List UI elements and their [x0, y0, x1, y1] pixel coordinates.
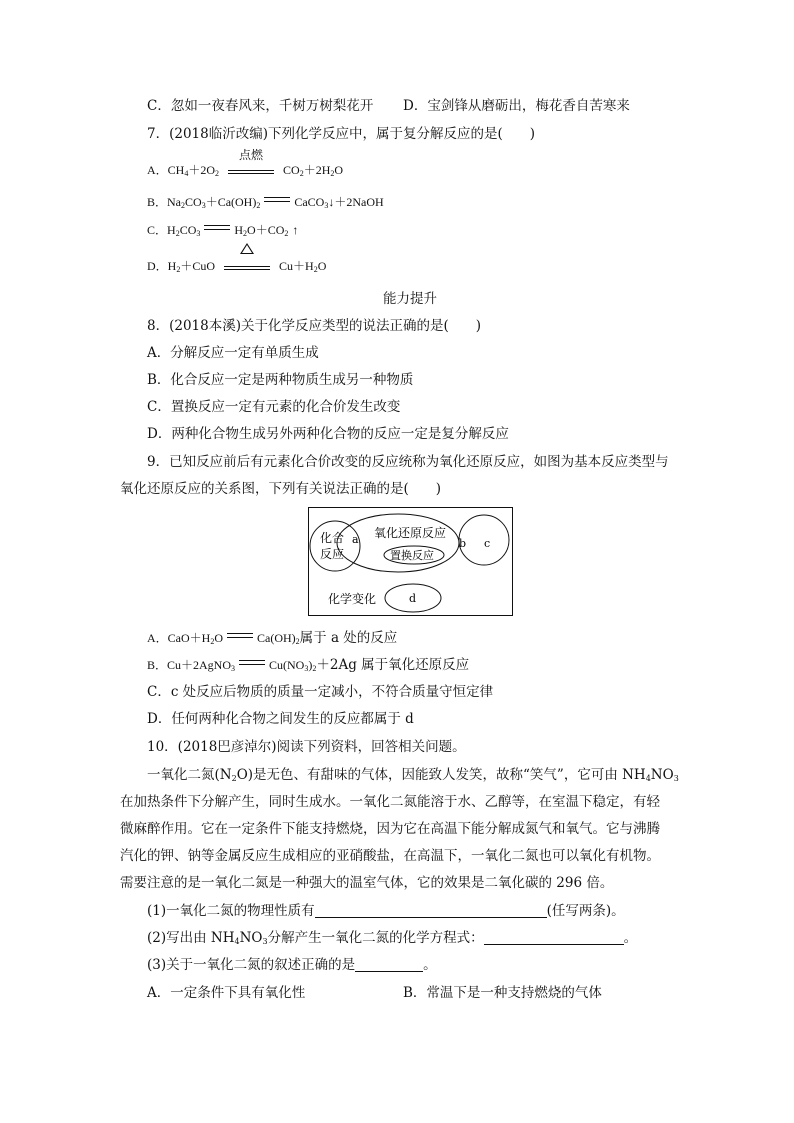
diagram-label-c: c	[484, 537, 491, 550]
q10-option-b: B．常温下是一种支持燃烧的气体	[403, 985, 602, 1001]
diagram-label-d: d	[409, 592, 417, 605]
answer-blank[interactable]	[315, 903, 547, 918]
option-label: D．	[147, 259, 168, 273]
text-part: NO	[239, 930, 263, 946]
formula-part: Cu＋H	[279, 259, 314, 273]
equals-sign	[227, 632, 253, 640]
diagram-label-redox: 氧化还原反应	[374, 526, 447, 540]
subscript: 2	[312, 664, 317, 673]
gas-arrow-icon	[292, 223, 298, 237]
answer-blank[interactable]	[484, 930, 624, 945]
q10-subquestion-3	[147, 955, 437, 975]
double-line	[228, 170, 274, 174]
q8-option-a: A．分解反应一定有单质生成	[147, 345, 319, 361]
subscript: 2	[175, 229, 180, 238]
formula-part: CO	[283, 163, 300, 177]
option-label: C．	[147, 223, 168, 237]
condition-label: 点燃	[239, 148, 264, 162]
double-line	[224, 266, 270, 270]
q10-paragraph-line1	[147, 765, 679, 789]
q9-option-c: C．c 处反应后物质的质量一定减小，不符合质量守恒定律	[147, 684, 494, 700]
q10-subquestion-1	[147, 901, 625, 921]
formula-part: CH	[167, 163, 185, 177]
diagram-label-huahe-1: 化合	[320, 531, 345, 545]
subscript: 3	[673, 774, 679, 783]
q9-stem-line1: 9．已知反应前后有元素化合价改变的反应统称为氧化还原反应，如图为基本反应类型与	[147, 454, 669, 470]
diagram-label-chemical-change: 化学变化	[328, 592, 377, 606]
subscript: 2	[231, 774, 237, 783]
q7-option-d	[147, 256, 326, 280]
reaction-condition	[224, 257, 270, 270]
text-part: NO	[650, 767, 674, 783]
subscript: 4	[645, 774, 651, 783]
formula-part: H	[234, 223, 244, 237]
q10-paragraph-line3: 微麻醉作用。它在一定条件下能支持燃烧，因为它在高温下能分解成氮气和氧气。它与沸腾	[120, 821, 660, 837]
formula-part: ＋2Ag 属于氧化还原反应	[316, 657, 470, 673]
formula-part: CO	[179, 223, 197, 237]
formula-part: )	[308, 658, 313, 672]
text-part: (3)关于一氧化二氮的叙述正确的是	[147, 957, 356, 973]
diagram-label-huahe-2: 反应	[320, 547, 345, 561]
formula-part: O	[334, 163, 344, 177]
q9-stem-line2: 氧化还原反应的关系图，下列有关说法正确的是( )	[120, 481, 442, 497]
option-label: A．	[147, 163, 168, 177]
subscript: 2	[295, 637, 300, 646]
combination-circle	[310, 521, 360, 571]
formula-part: A．CaO＋H	[147, 631, 211, 645]
text-part: 分解产生一氧化二氮的化学方程式：	[267, 930, 484, 946]
q7-option-a	[147, 148, 344, 184]
subscript: 2	[176, 265, 181, 274]
subscript: 3	[304, 664, 309, 673]
formula-part: CaCO	[294, 195, 325, 209]
formula-part: ＋CuO	[180, 259, 216, 273]
subscript: 3	[201, 201, 206, 210]
q8-option-b: B．化合反应一定是两种物质生成另一种物质	[147, 372, 414, 388]
formula-part: ＋Ca(OH)	[205, 195, 257, 209]
equals-sign	[239, 659, 265, 667]
q6-option-d: D．宝剑锋从磨砺出，梅花香自苦寒来	[403, 98, 630, 114]
subscript: 3	[324, 201, 329, 210]
formula-part: ＋2O	[188, 163, 216, 177]
reaction-condition	[228, 148, 274, 174]
subscript: 2	[313, 265, 318, 274]
subscript: 3	[262, 937, 268, 946]
q8-option-c: C．置换反应一定有元素的化合价发生改变	[147, 399, 401, 415]
formula-part: H	[167, 223, 176, 237]
formula-part: CO	[185, 195, 202, 209]
formula-part: B．Cu＋2AgNO	[147, 658, 232, 672]
subscript: 2	[243, 229, 248, 238]
formula-part: ＋2NaOH	[334, 195, 384, 209]
formula-part: Cu(NO	[269, 658, 305, 672]
diagram-label-a: a	[352, 533, 359, 546]
formula-part: O＋CO	[247, 223, 285, 237]
formula-part: ＋2H	[303, 163, 331, 177]
reaction-type-diagram	[308, 507, 514, 617]
text-part: (2)写出由 NH	[147, 930, 235, 946]
q7-stem: 7．(2018临沂改编)下列化学反应中，属于复分解反应的是( )	[147, 126, 536, 142]
q10-paragraph-line4: 汽化的钾、钠等金属反应生成相应的亚硝酸盐，在高温下，一氧化二氮也可以氧化有机物。	[120, 848, 660, 864]
text-part: (1)一氧化二氮的物理性质有	[147, 903, 315, 919]
formula-part: Ca(OH)	[257, 631, 296, 645]
formula-part: H	[167, 259, 177, 273]
diagram-label-displacement: 置换反应	[390, 549, 434, 562]
equals-sign	[204, 224, 230, 232]
q9-option-b	[147, 655, 469, 679]
equals-sign	[264, 196, 290, 204]
text-part: 。	[423, 957, 437, 973]
q10-paragraph-line2: 在加热条件下分解产生，同时生成水。一氧化二氮能溶于水、乙醇等，在室温下稳定，有轻	[120, 794, 660, 810]
formula-part: O	[214, 631, 224, 645]
subscript: 3	[196, 229, 201, 238]
heat-triangle-icon	[240, 243, 254, 254]
formula-part: Na	[167, 195, 182, 209]
subscript: 3	[231, 664, 236, 673]
q10-subquestion-2	[147, 928, 637, 952]
diagram-label-b: b	[459, 537, 467, 550]
q7-option-b	[147, 192, 384, 216]
text-part: 。	[623, 930, 638, 946]
q8-stem: 8．(2018本溪)关于化学反应类型的说法正确的是( )	[147, 318, 482, 334]
subscript: 2	[215, 169, 220, 178]
subscript: 2	[256, 201, 261, 210]
text-part: 一氧化二氮(N	[147, 767, 232, 783]
text-part: O)是无色、有甜味的气体，因能致人发笑，故称“笑气”，它可由 NH	[236, 767, 646, 783]
text-part: (任写两条)。	[546, 903, 625, 919]
subscript: 4	[184, 169, 189, 178]
subscript: 4	[234, 937, 240, 946]
subscript: 2	[181, 201, 186, 210]
subscript: 2	[299, 169, 304, 178]
formula-part: 属于 a 处的反应	[299, 630, 398, 646]
q7-option-c	[147, 220, 298, 244]
q6-option-c: C．忽如一夜春风来，千树万树梨花开	[147, 98, 374, 114]
q10-paragraph-line5: 需要注意的是一氧化二氮是一种强大的温室气体，它的效果是二氧化碳的 296 倍。	[120, 875, 614, 891]
formula-part: O	[317, 259, 327, 273]
option-label: B．	[147, 195, 168, 209]
q9-option-a	[147, 628, 397, 652]
q9-option-d: D．任何两种化合物之间发生的反应都属于 d	[147, 711, 414, 727]
subscript: 2	[210, 637, 215, 646]
q10-stem: 10．(2018巴彦淖尔)阅读下列资料，回答相关问题。	[147, 739, 466, 755]
q10-option-a: A．一定条件下具有氧化性	[147, 985, 306, 1001]
section-title: 能力提升	[383, 291, 437, 307]
q8-option-d: D．两种化合物生成另外两种化合物的反应一定是复分解反应	[147, 426, 509, 442]
subscript: 2	[284, 229, 289, 238]
answer-blank[interactable]	[355, 957, 423, 972]
subscript: 2	[330, 169, 335, 178]
